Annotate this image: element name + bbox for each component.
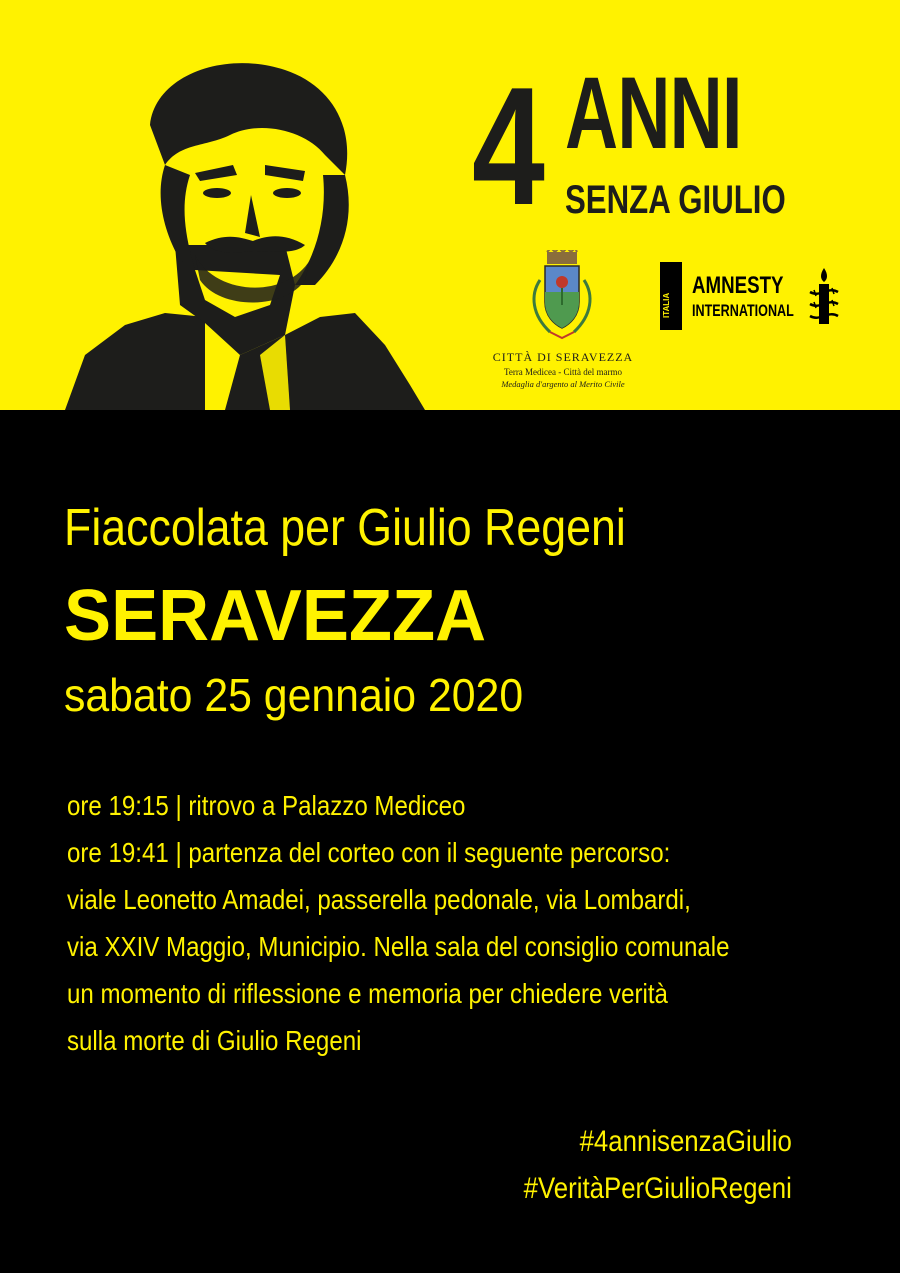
years-number: 4 (472, 52, 542, 240)
event-date: sabato 25 gennaio 2020 (64, 669, 524, 721)
details-line: sulla morte di Giulio Regeni (67, 1025, 362, 1056)
event-title: Fiaccolata per Giulio Regeni (64, 499, 626, 557)
amnesty-word-1: AMNESTY (692, 272, 784, 299)
hashtags (480, 1118, 792, 1212)
details-line: viale Leonetto Amadei, passerella pedonale, via Lombardi, (67, 884, 691, 915)
amnesty-word-2: INTERNATIONAL (692, 301, 794, 320)
candle-barbed-wire-icon (806, 266, 842, 328)
giulio-portrait-graphic (55, 55, 435, 410)
comune-medal: Medaglia d'argento al Merito Civile (501, 379, 625, 389)
hashtag: #4annisenzaGiulio (579, 1125, 792, 1158)
amnesty-section-label: ITALIA (662, 292, 671, 318)
coat-of-arms-icon (520, 250, 605, 342)
years-word: ANNI (565, 56, 742, 170)
hashtag: #VeritàPerGiulioRegeni (523, 1172, 792, 1205)
event-city: SERAVEZZA (64, 576, 487, 656)
comune-subtitle: Terra Medicea - Città del marmo (503, 367, 623, 377)
details-line: ore 19:41 | partenza del corteo con il seguente percorso: (67, 837, 671, 868)
details-line: via XXIV Maggio, Municipio. Nella sala del consiglio comunale (67, 931, 730, 962)
details-line: ore 19:15 | ritrovo a Palazzo Mediceo (67, 790, 466, 821)
header-panel (0, 0, 900, 410)
comune-name: CITTÀ DI SERAVEZZA (492, 350, 634, 364)
event-details (67, 782, 837, 1064)
details-line: un momento di riflessione e memoria per chiedere verità (67, 978, 668, 1009)
campaign-subtitle: SENZA GIULIO (565, 178, 786, 222)
